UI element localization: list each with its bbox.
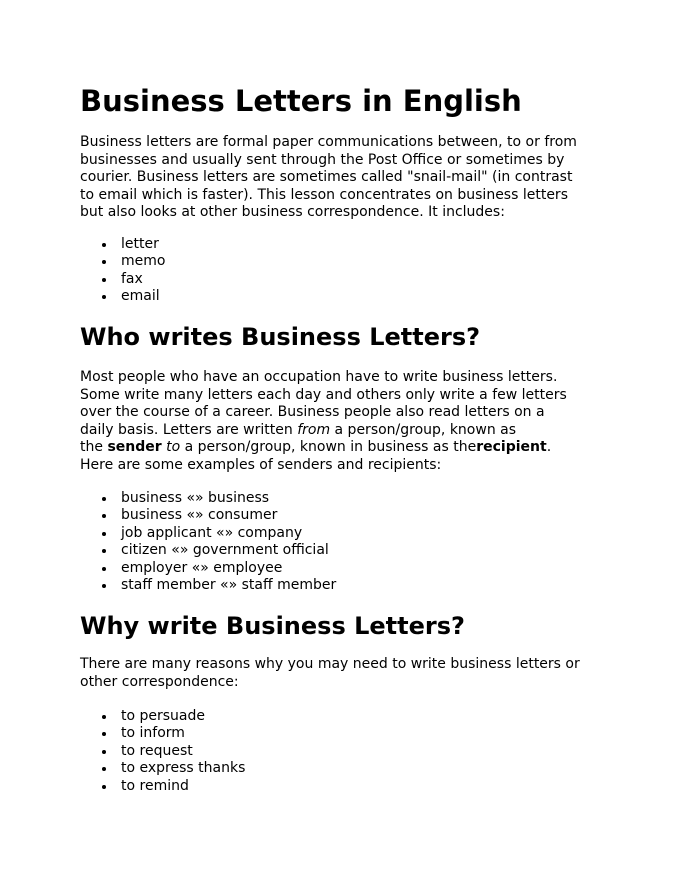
intro-line: courier. Business letters are sometimes called "snail-mail" (in contrast (80, 169, 573, 186)
list-item: to remind (80, 778, 610, 795)
who-line-text: daily basis. Letters are written (80, 421, 298, 438)
who-line-text: a person/group, known as (330, 421, 517, 438)
list-item: staff member «» staff member (80, 577, 610, 594)
list-item: email (80, 288, 610, 305)
list-item: letter (80, 236, 610, 253)
page-title: Business Letters in English (80, 84, 522, 118)
list-item: citizen «» government official (80, 542, 610, 559)
list-item: business «» consumer (80, 507, 610, 524)
list-item: fax (80, 271, 610, 288)
intro-line: businesses and usually sent through the Post Office or sometimes by (80, 151, 565, 168)
sender-term: sender (107, 439, 162, 456)
why-line: There are many reasons why you may need to write business letters or (80, 656, 580, 672)
who-line-end: . (546, 439, 552, 456)
list-item: to request (80, 743, 610, 760)
who-line: Some write many letters each day and others only write a few letters (80, 386, 567, 403)
why-line: other correspondence: (80, 673, 239, 690)
who-line (80, 422, 610, 440)
includes-list (80, 236, 610, 306)
section-heading-who: Who writes Business Letters? (80, 323, 481, 351)
who-line-text: a person/group, known in business as the (180, 439, 477, 456)
intro-line: to email which is faster). This lesson concentrates on business letters (80, 186, 568, 203)
who-line (80, 439, 610, 457)
who-line: over the course of a career. Business people also read letters on a (80, 404, 545, 421)
from-emphasis: from (297, 421, 331, 438)
list-item: employer «» employee (80, 560, 610, 577)
who-line: Most people who have an occupation have to write business letters. (80, 369, 558, 385)
list-item: to express thanks (80, 760, 610, 777)
to-emphasis: to (166, 439, 181, 456)
intro-line: Business letters are formal paper communications between, to or from (80, 134, 577, 150)
who-line: Here are some examples of senders and recipients: (80, 456, 442, 473)
intro-line: but also looks at other business correspondence. It includes: (80, 204, 505, 221)
reasons-list (80, 708, 610, 795)
who-paragraph (80, 369, 610, 475)
list-item: to persuade (80, 708, 610, 725)
list-item: job applicant «» company (80, 525, 610, 542)
list-item: memo (80, 253, 610, 270)
list-item: business «» business (80, 490, 610, 507)
section-heading-why: Why write Business Letters? (80, 612, 465, 640)
why-paragraph (80, 656, 610, 691)
examples-list (80, 490, 610, 594)
list-item: to inform (80, 725, 610, 742)
recipient-term: recipient (476, 439, 547, 456)
intro-paragraph (80, 134, 610, 222)
who-line-text: the (80, 439, 108, 456)
